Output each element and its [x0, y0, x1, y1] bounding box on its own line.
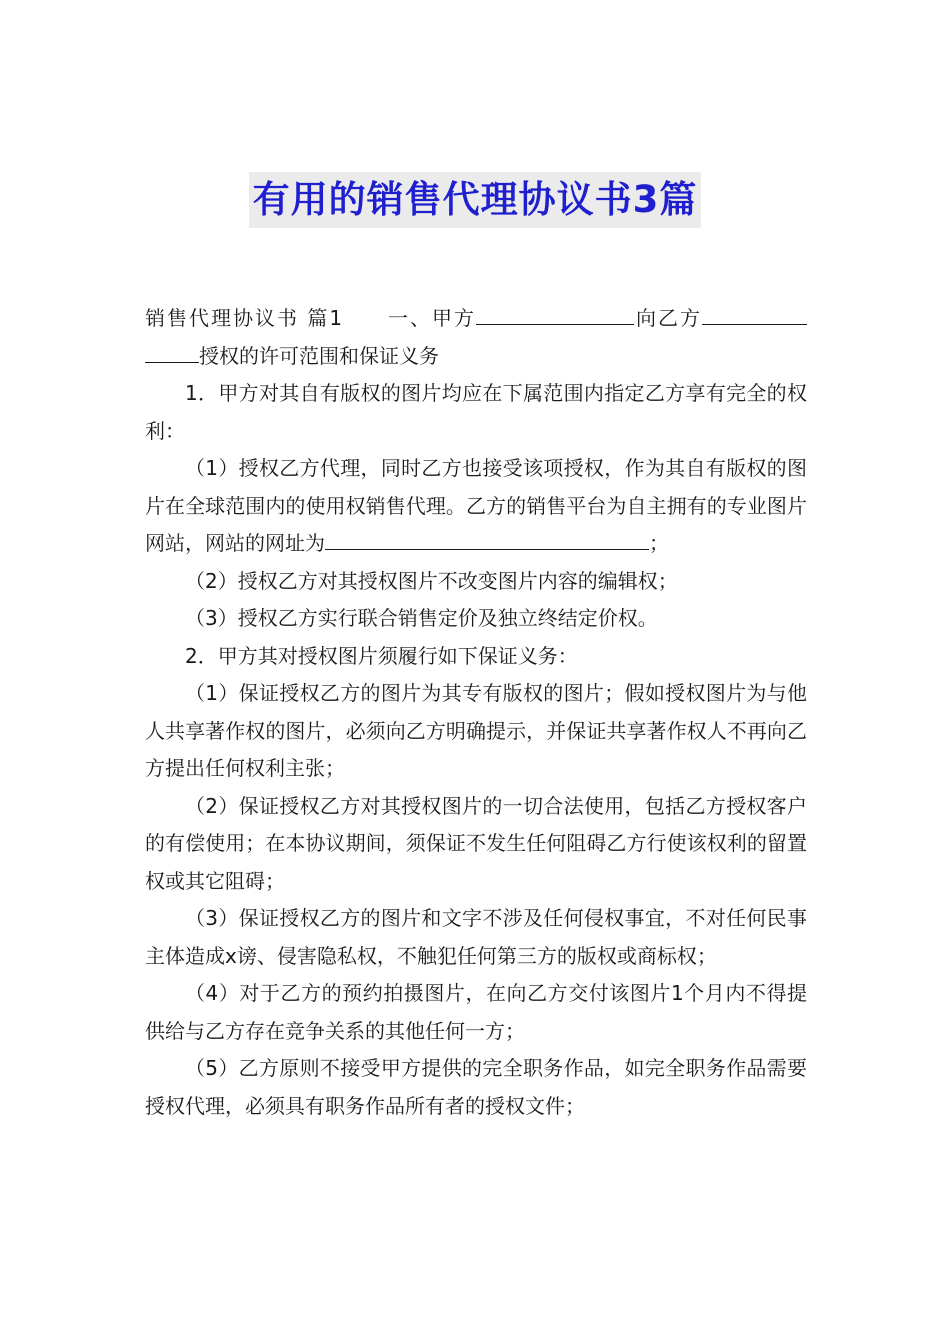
clause-1-item-1 [145, 450, 807, 563]
clause-1-item-1-text: （1）授权乙方代理，同时乙方也接受该项授权，作为其自有版权的图片在全球范围内的使用权销售代理。乙方的销售平台为自主拥有的专业图片网站，网站的网址为 [145, 456, 807, 555]
intro-paragraph [145, 300, 807, 375]
intro-text-1: 销售代理协议书 篇1 一、甲方 [145, 306, 477, 330]
clause-2-item-5: （5）乙方原则不接受甲方提供的完全职务作品，如完全职务作品需要授权代理，必须具有职务作品所有者的授权文件； [145, 1056, 807, 1118]
clause-1: 1．甲方对其自有版权的图片均应在下属范围内指定乙方享有完全的权利： [145, 381, 807, 443]
party-b-blank-1 [702, 300, 807, 325]
clause-2-item-4: （4）对于乙方的预约拍摄图片，在向乙方交付该图片1个月内不得提供给与乙方存在竞争关系的其他任何一方； [145, 981, 807, 1043]
title-area [0, 172, 950, 228]
intro-text-2: 向乙方 [634, 306, 702, 330]
clause-2-item-2: （2）保证授权乙方对其授权图片的一切合法使用，包括乙方授权客户的有偿使用；在本协议期间，须保证不发生任何阻碍乙方行使该权利的留置权或其它阻碍； [145, 793, 807, 893]
clause-2-item-3: （3）保证授权乙方的图片和文字不涉及任何侵权事宜，不对任何民事主体造成x谤、侵害隐私权，不触犯任何第三方的版权或商标权； [145, 906, 807, 968]
party-a-blank [476, 300, 634, 325]
clause-1-item-2: （2）授权乙方对其授权图片不改变图片内容的编辑权； [185, 568, 678, 593]
document-title: 有用的销售代理协议书3篇 [249, 172, 702, 228]
website-url-blank-2 [623, 525, 649, 550]
intro-text-3: 授权的许可范围和保证义务 [199, 343, 439, 368]
clause-2: 2．甲方其对授权图片须履行如下保证义务： [185, 643, 578, 668]
party-b-blank-2 [145, 338, 199, 363]
clause-1-item-1-end: ； [649, 531, 669, 555]
clause-2-item-1: （1）保证授权乙方的图片为其专有版权的图片；假如授权图片为与他人共享著作权的图片，必须向乙方明确提示，并保证共享著作权人不再向乙方提出任何权利主张； [145, 681, 807, 780]
website-url-blank-1 [325, 525, 623, 550]
document-body [145, 300, 807, 1125]
clause-1-item-3: （3）授权乙方实行联合销售定价及独立终结定价权。 [185, 606, 658, 630]
